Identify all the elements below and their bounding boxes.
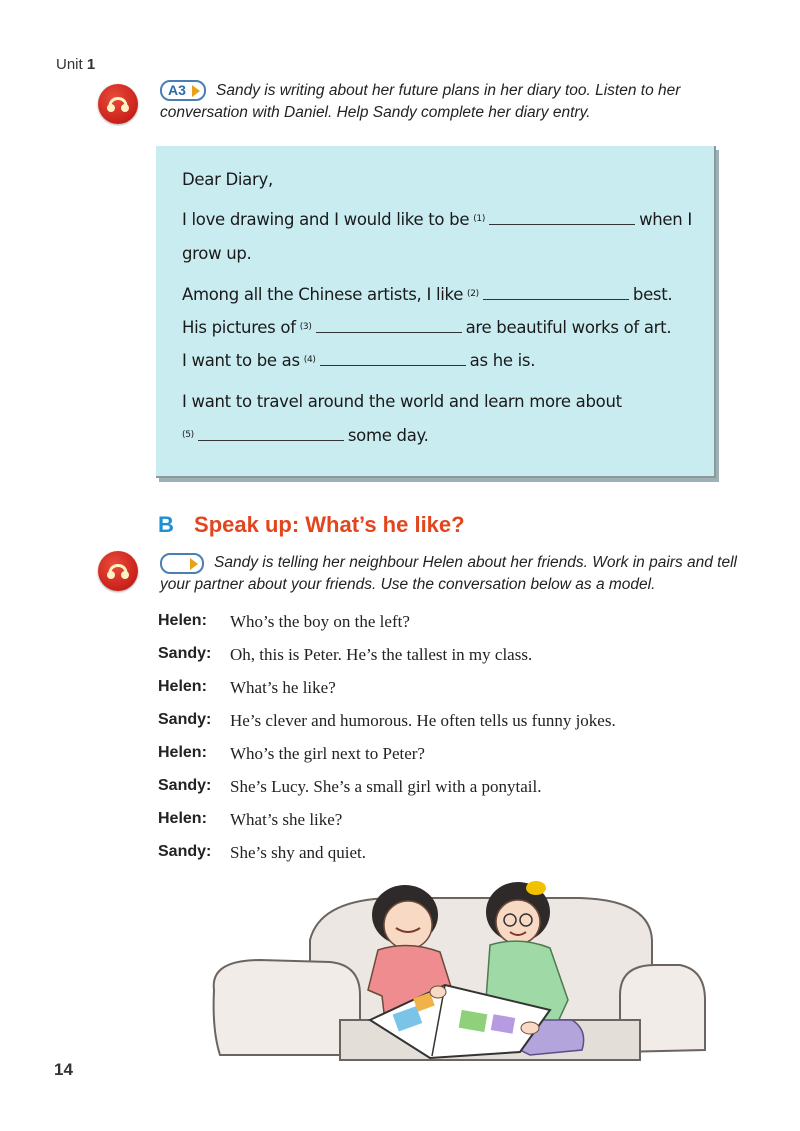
listen-icon bbox=[98, 84, 138, 124]
diary-line-5: I want to be as $^{(4)}$ as he is. bbox=[182, 351, 536, 370]
dialogue-line: He’s clever and humorous. He often tells us funny jokes. bbox=[230, 711, 616, 730]
girls-on-sofa-illustration bbox=[200, 870, 710, 1075]
dialogue-line: Who’s the boy on the left? bbox=[230, 612, 410, 631]
blank-number-2: (2) bbox=[467, 289, 479, 299]
unit-word: Unit bbox=[56, 56, 83, 73]
blank-1[interactable] bbox=[489, 210, 635, 225]
unit-number: 1 bbox=[86, 56, 96, 73]
diary-line-3: Among all the Chinese artists, I like $^{(2)}$ best. bbox=[182, 285, 673, 304]
blank-2[interactable] bbox=[483, 285, 629, 300]
speaker: Sandy: bbox=[158, 645, 212, 662]
diary-greeting: Dear Diary, bbox=[182, 170, 273, 189]
speaker: Helen: bbox=[158, 612, 207, 629]
blank-3[interactable] bbox=[316, 318, 462, 333]
blank-5[interactable] bbox=[198, 426, 344, 441]
unit-label bbox=[56, 56, 95, 73]
listen-icon bbox=[98, 551, 138, 591]
b-instruction: Sandy is telling her neighbour Helen about her friends. Work in pairs and tell your partner about your friends. Use the conversation below as a model. bbox=[160, 554, 737, 593]
dialogue-line: What’s he like? bbox=[230, 678, 336, 697]
dialogue-line: She’s shy and quiet. bbox=[230, 843, 366, 862]
blank-4[interactable] bbox=[320, 351, 466, 366]
dialogue-line: Who’s the girl next to Peter? bbox=[230, 744, 425, 763]
speaker: Sandy: bbox=[158, 711, 212, 728]
blank-number-3: (3) bbox=[299, 322, 312, 332]
diary-line-6: I want to travel around the world and learn more about bbox=[182, 392, 622, 411]
page-number: 14 bbox=[54, 1060, 73, 1079]
speaker: Helen: bbox=[158, 678, 207, 695]
dialogue-line: What’s she like? bbox=[230, 810, 343, 829]
speaker: Sandy: bbox=[158, 843, 212, 860]
speaker: Sandy: bbox=[158, 777, 212, 794]
diary-line-7: $^{(5)}$ some day. bbox=[182, 426, 429, 445]
dialogue-line: She’s Lucy. She’s a small girl with a ponytail. bbox=[230, 777, 542, 796]
diary-line-2: grow up. bbox=[182, 244, 252, 263]
speaker: Helen: bbox=[158, 744, 207, 761]
section-heading bbox=[158, 512, 465, 538]
section-title: Speak up: What’s he like? bbox=[194, 512, 465, 537]
section-letter: B bbox=[158, 512, 174, 537]
a3-instruction: Sandy is writing about her future plans in her diary too. Listen to her conversation with Daniel. Help Sandy complete her diary entry. bbox=[160, 82, 681, 121]
dialogue-line: Oh, this is Peter. He’s the tallest in my class. bbox=[230, 645, 533, 664]
blank-number-1: (1) bbox=[473, 214, 486, 224]
track-label: A3 bbox=[168, 82, 186, 98]
blank-number-4: (4) bbox=[303, 355, 316, 365]
diary-line-1: I love drawing and I would like to be $^{(1)}$ when I bbox=[182, 210, 692, 229]
diary-line-4: His pictures of $^{(3)}$ are beautiful works of art. bbox=[182, 318, 672, 337]
blank-number-5: (5) bbox=[182, 430, 194, 440]
speaker: Helen: bbox=[158, 810, 207, 827]
